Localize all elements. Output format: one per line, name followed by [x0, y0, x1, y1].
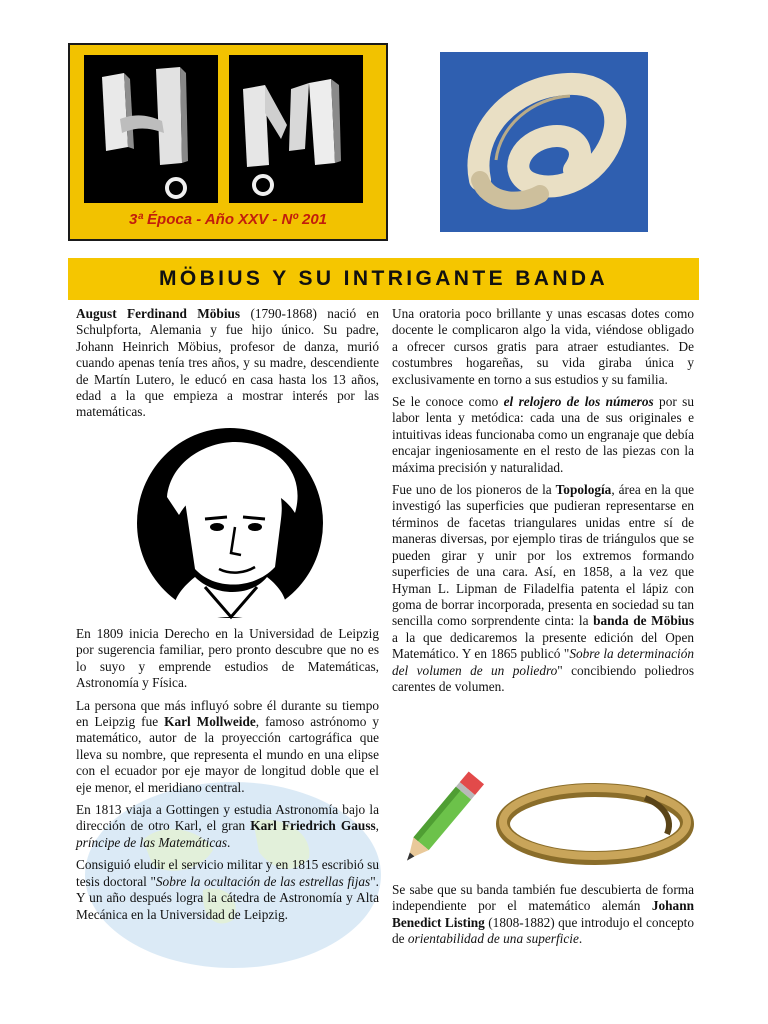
logo-h-tile — [84, 55, 218, 203]
paragraph-leipzig: En 1809 inicia Derecho en la Universidad de Leipzig por sugerencia familiar, pero pronto descubre que no es lo suyo y emprende estudios de Matemáticas, Astronomía y Física. — [76, 626, 379, 691]
topology-term: Topología — [555, 482, 612, 498]
issue-label: 3ª Época - Año XXV - Nº 201 — [128, 211, 328, 228]
name-mobius: August Ferdinand Möbius — [76, 306, 241, 321]
mobius-strip-photo — [440, 52, 648, 232]
listing-text: (1808-1882) que introdujo el concepto de — [392, 914, 694, 947]
left-column-top — [76, 306, 379, 427]
thesis-title: Sobre la ocultación de las estrellas fijas — [155, 873, 371, 889]
topology-end: " concibiendo poliedros carentes de volumen. — [392, 662, 694, 694]
name-gauss: Karl Friedrich Gauss — [250, 818, 376, 834]
polyhedron-work: Sobre la determinación del volumen de un poliedro — [392, 646, 694, 678]
listing-intro: Se sabe que su banda también fue descubierta de forma independiente por el matemático alemán — [392, 882, 694, 914]
thesis-intro: Consiguió eludir el servicio militar y en 1815 escribió su tesis doctoral " — [76, 857, 379, 889]
birth-text: (1790-1868) nació en Schulpforta, Alemania y fue hijo único. Su padre, Johann Heinrich Möbius, profesor de danza, murió cuando apenas tenía tres años, y su madre, descendiente de Martín Lutero, le educó en casa hasta los 13 años, edad a la que empieza a mostrar interés por las matemáticas. — [76, 306, 380, 420]
article-title: MÖBIUS Y SU INTRIGANTE BANDA — [158, 267, 609, 290]
orientability-term: orientabilidad de una superficie — [407, 931, 579, 947]
mollweide-text: , famoso astrónomo y matemático, autor de la proyección cartográfica que lleva su nombre, que representa el mundo en una elipse con el ecuador por eje mayor de longitud doble que el eje menor, el meridiano central. — [76, 714, 379, 795]
paragraph-birth — [76, 306, 379, 421]
logo-m-tile — [229, 55, 363, 203]
clockmaker-intro: Se le conoce como — [392, 394, 504, 410]
listing-end: . — [578, 931, 583, 947]
band-term: banda de Möbius — [593, 613, 695, 629]
left-column-bottom — [76, 626, 379, 929]
masthead — [68, 43, 388, 241]
gauss-intro: En 1813 viaja a Gottingen y estudia Astronomía bajo la dirección de otro Karl, el gran — [76, 802, 379, 834]
pencil-icon — [393, 763, 490, 878]
paragraph-thesis — [76, 857, 379, 923]
gauss-epithet: príncipe de las Matemáticas — [76, 834, 228, 850]
name-mollweide: Karl Mollweide — [164, 714, 256, 730]
paragraph-clockmaker — [392, 394, 694, 476]
title-bar — [68, 258, 699, 300]
paragraph-listing — [392, 882, 694, 948]
paragraph-topology — [392, 482, 694, 695]
clockmaker-nickname: el relojero de los números — [503, 394, 654, 410]
right-column — [392, 306, 694, 701]
thesis-text: ". Y un año después logra la cátedra de Astronomía y Alta Mecánica en la Universidad de Leipzig. — [76, 873, 379, 922]
gauss-sep: , — [375, 818, 379, 834]
mollweide-intro: La persona que más influyó sobre él durante su tiempo en Leipzig fue — [76, 697, 379, 730]
paragraph-oratory: Una oratoria poco brillante y unas escasas dotes como docente le complicaron algo la vida, viéndose obligado a ofrecer cursos gratis para atraer estudiantes. De costumbres hogareñas, su vida giraba única y exclusivamente en torno a sus estudios y su familia. — [392, 306, 694, 387]
topology-intro: Fue uno de los pioneros de la — [392, 482, 556, 498]
mobius-portrait — [135, 427, 325, 620]
band-text: a la que dedicaremos la presente edición del Open Matemático. Y en 1865 publicó " — [392, 629, 694, 662]
right-column-bottom — [392, 882, 694, 954]
paragraph-mollweide — [76, 698, 379, 796]
gauss-end: . — [227, 834, 231, 850]
name-listing: Johann Benedict Listing — [392, 898, 694, 930]
paragraph-gauss — [76, 802, 379, 851]
clockmaker-text: por su labor lenta y metódica: cada una de sus originales e intuitivas ideas funcionaba como un engranaje que debía encajar ingeniosamente en el resto de las piezas con la máxima precisión y naturalidad. — [392, 394, 694, 475]
topology-text: , área en la que investigó las superficies que pudieran representarse en términos de facetas triangulares unidas entre sí de maneras diversas, por ejemplo tiras de triángulos que se pueden girar y unir por los extremos formando superficies de una cara. Así, en 1858, a la vez que Hyman L. Lipman de Filadelfia patenta el lápiz con goma de borrar incorporada, presenta en sociedad su tan sencilla como sorprendente cinta: la — [392, 482, 695, 629]
golden-mobius-ring — [495, 772, 695, 872]
